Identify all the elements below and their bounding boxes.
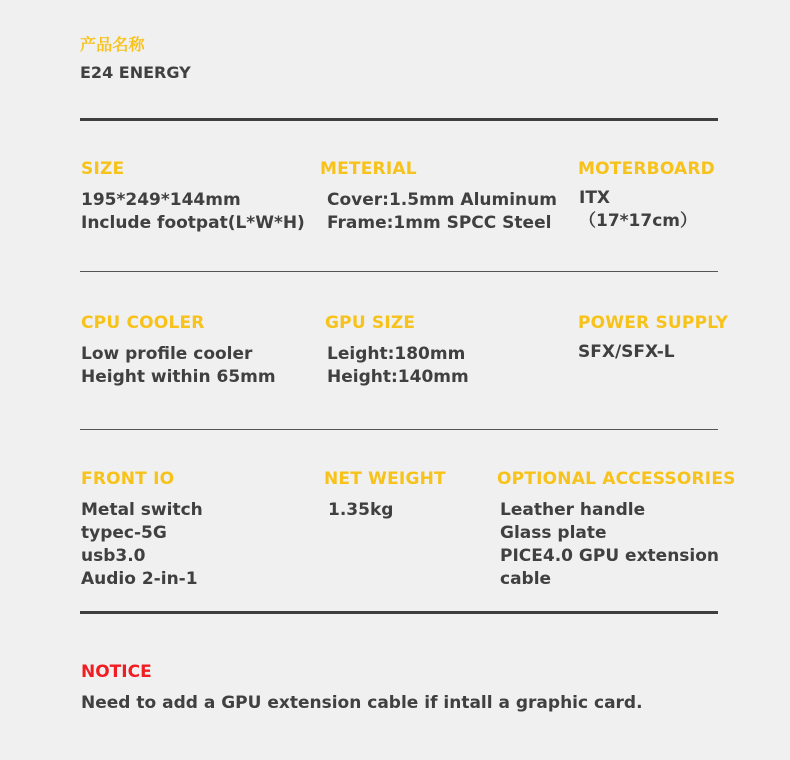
divider-top [80, 118, 718, 121]
spec-line: 1.35kg [328, 500, 394, 520]
spec-value-material [327, 189, 557, 235]
spec-label-front-io: FRONT IO [81, 469, 175, 489]
notice-text: Need to add a GPU extension cable if intall a graphic card. [81, 693, 643, 713]
spec-line: typec-5G [81, 523, 167, 543]
spec-line: Height:140mm [327, 367, 469, 387]
spec-line: Audio 2-in-1 [81, 569, 198, 589]
spec-line: Leather handle [500, 500, 646, 520]
spec-value-optional-accessories [500, 499, 719, 591]
spec-line: Cover:1.5mm Aluminum [327, 190, 557, 210]
spec-value-motherboard [579, 187, 697, 233]
spec-label-net-weight: NET WEIGHT [324, 469, 446, 489]
spec-line: SFX/SFX-L [578, 342, 675, 362]
spec-label-cpu-cooler: CPU COOLER [81, 313, 205, 333]
spec-value-cpu-cooler [81, 343, 276, 389]
spec-line: Low profile cooler [81, 344, 253, 364]
spec-line: Glass plate [500, 523, 607, 543]
spec-value-power-supply [578, 341, 675, 364]
product-name-value: E24 ENERGY [80, 63, 191, 82]
spec-value-gpu-size [327, 343, 469, 389]
spec-line: Metal switch [81, 500, 203, 520]
spec-line: Include footpat(L*W*H) [81, 213, 305, 233]
spec-line: usb3.0 [81, 546, 146, 566]
spec-line: （17*17cm） [579, 211, 697, 231]
spec-value-net-weight [328, 499, 393, 522]
divider-2 [80, 429, 718, 430]
spec-line: PICE4.0 GPU extension [500, 546, 720, 566]
spec-label-size: SIZE [81, 159, 125, 179]
divider-bottom [80, 611, 718, 614]
spec-line: Leight:180mm [327, 344, 466, 364]
spec-value-front-io [81, 499, 203, 591]
spec-label-material: METERIAL [320, 159, 417, 179]
spec-label-power-supply: POWER SUPPLY [578, 313, 729, 333]
notice-label: NOTICE [81, 662, 152, 682]
spec-value-size [81, 189, 305, 235]
spec-label-motherboard: MOTERBOARD [578, 159, 715, 179]
spec-line: cable [500, 569, 552, 589]
spec-line: ITX [579, 188, 611, 208]
spec-line: Height within 65mm [81, 367, 276, 387]
spec-label-optional-accessories: OPTIONAL ACCESSORIES [497, 469, 736, 489]
product-name-label: 产品名称 [80, 35, 145, 54]
spec-label-gpu-size: GPU SIZE [325, 313, 416, 333]
spec-line: Frame:1mm SPCC Steel [327, 213, 552, 233]
spec-line: 195*249*144mm [81, 190, 241, 210]
divider-1 [80, 271, 718, 272]
